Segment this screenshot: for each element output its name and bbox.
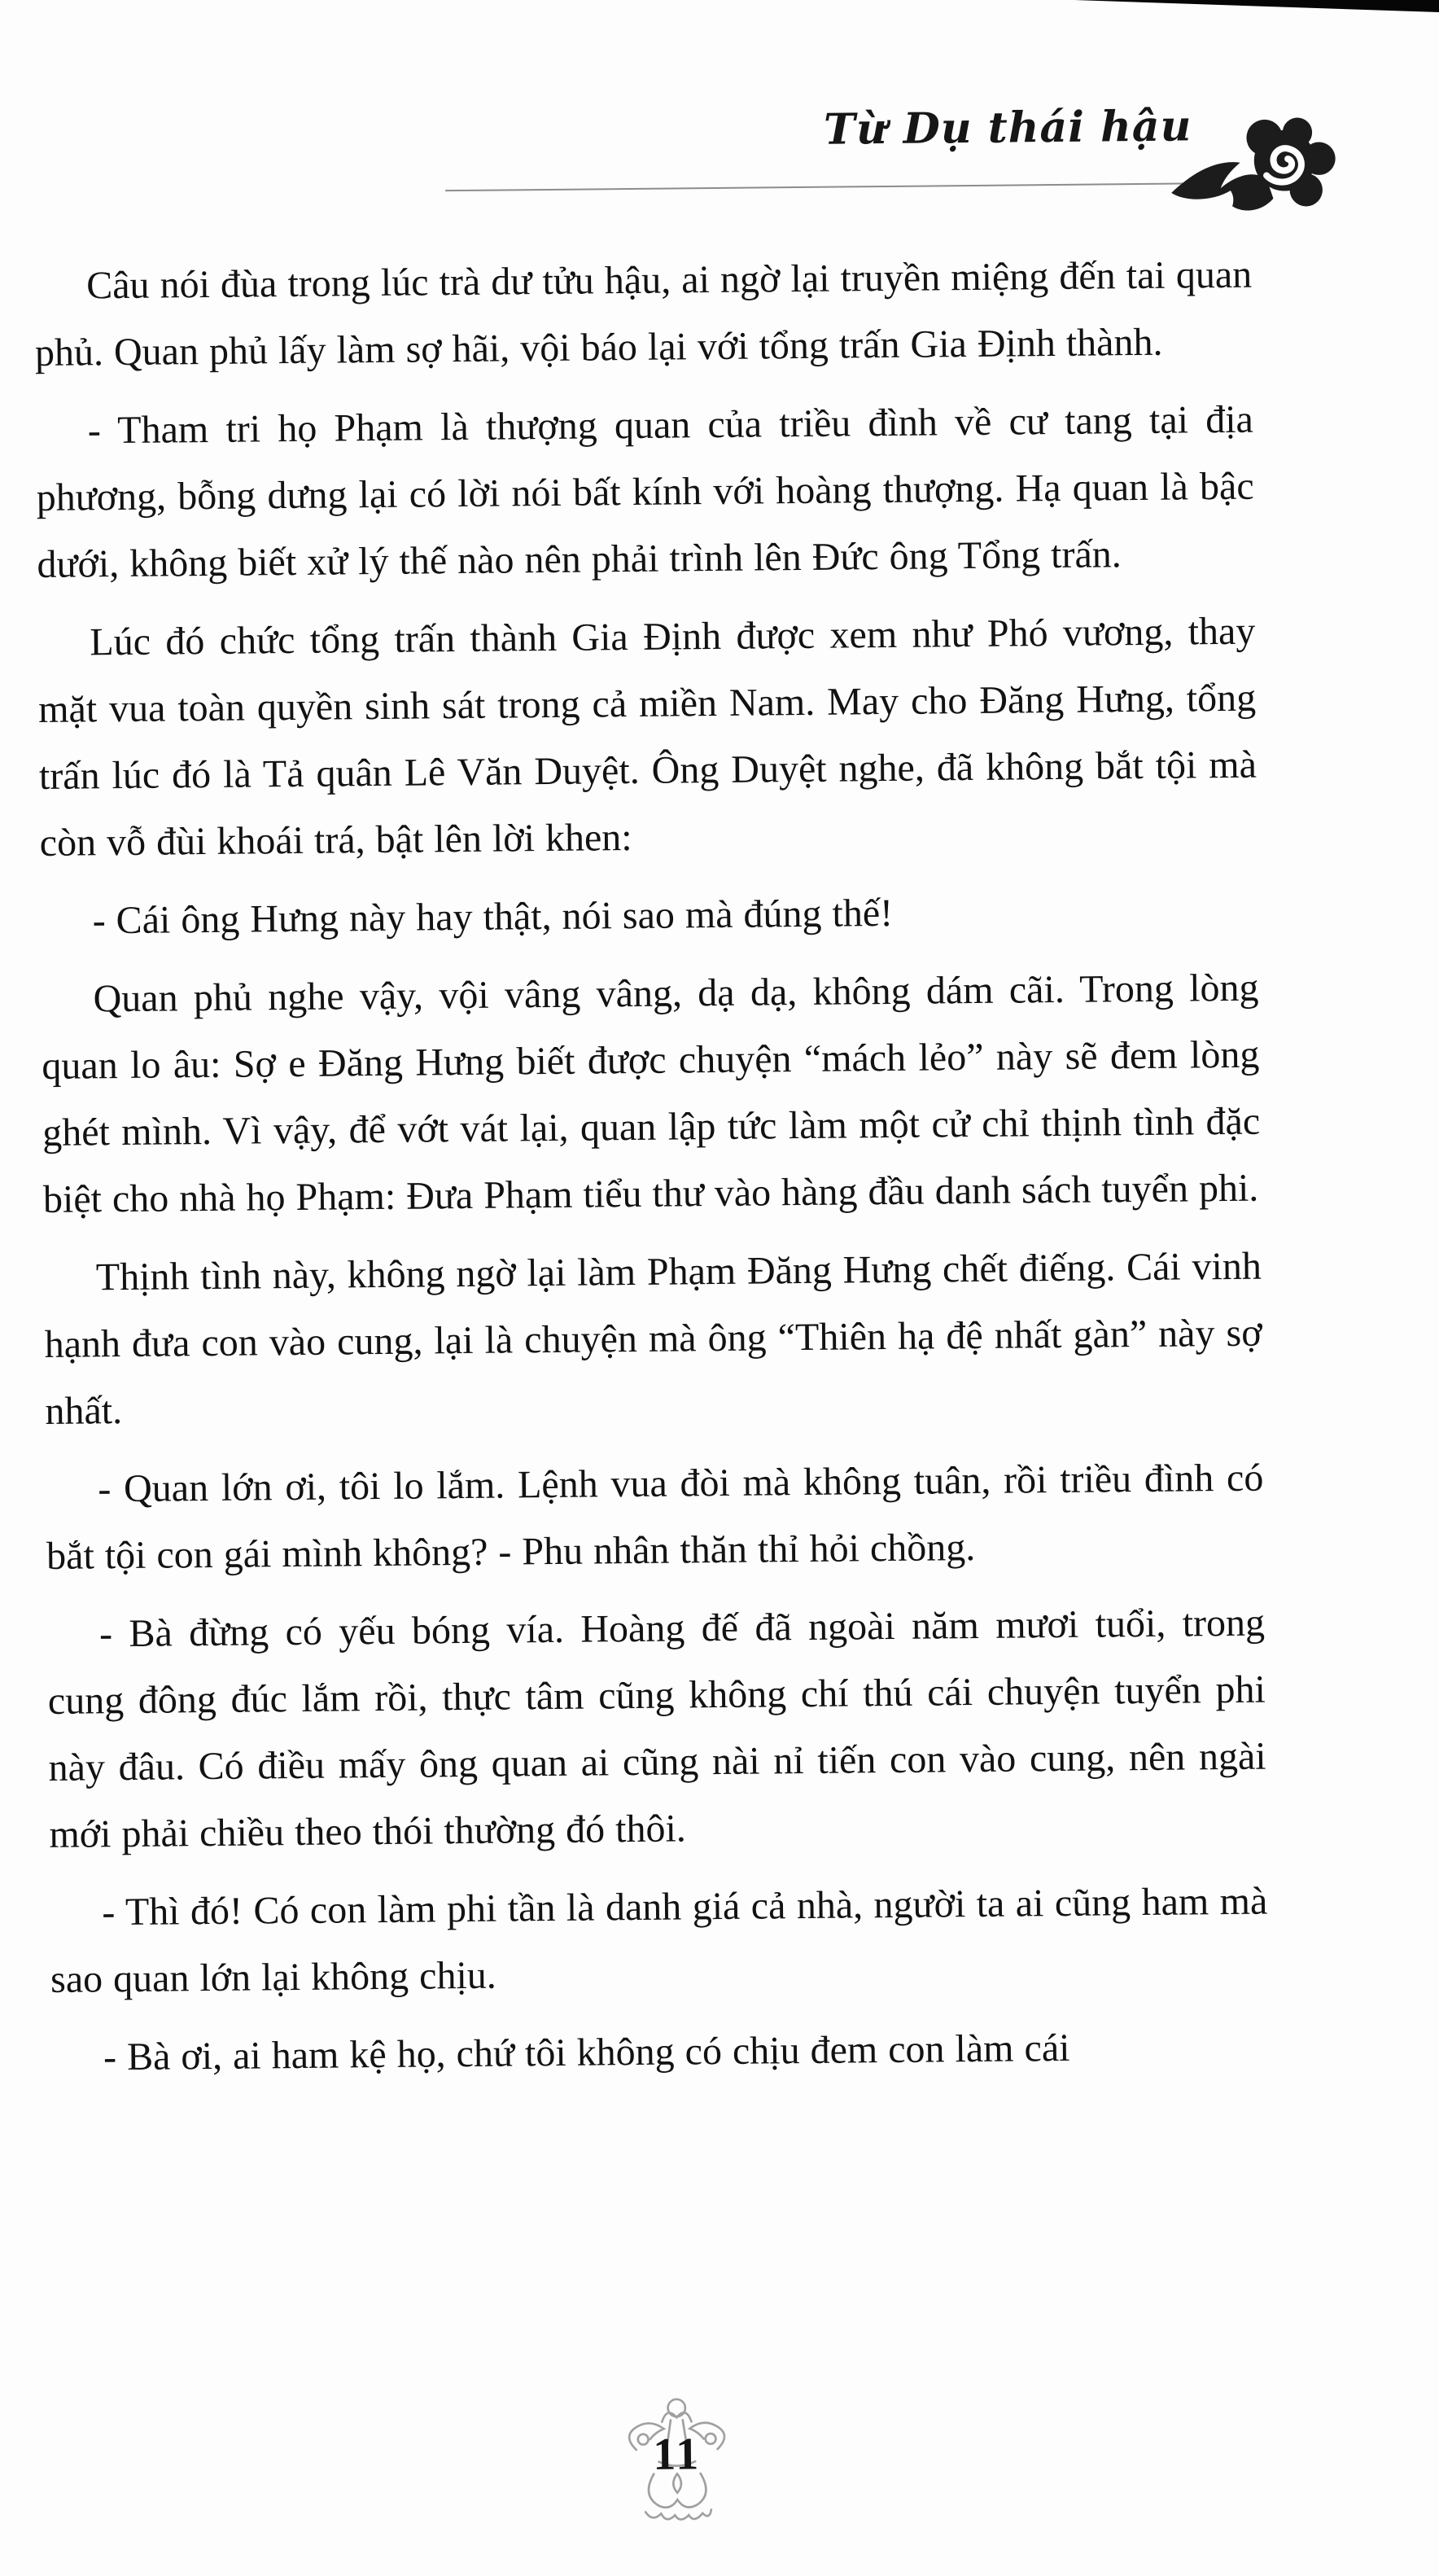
paragraph: Lúc đó chức tổng trấn thành Gia Định được xem như Phó vương, thay mặt vua toàn quyền sinh sát trong cả miền Nam. May cho Đăng Hưng, tổng trấn lúc đó là Tả quân Lê Văn Duyệt. Ông Duyệt nghe, đã không bắt tội mà còn vỗ đùi khoái trá, bật lên lời khen: <box>37 609 1257 865</box>
paragraph: - Thì đó! Có con làm phi tần là danh giá cả nhà, người ta ai cũng ham mà sao quan lớn lại không chịu. <box>50 1879 1268 2001</box>
running-title: Từ Dụ thái hậu <box>823 101 1192 155</box>
paragraph: - Bà ơi, ai ham kệ họ, chứ tôi không có chịu đem con làm cái <box>103 2026 1070 2079</box>
page-number: 11 <box>653 2429 702 2480</box>
paragraph: Thịnh tình này, không ngờ lại làm Phạm Đăng Hưng chết điếng. Cái vinh hạnh đưa con vào cung, lại là chuyện mà ông “Thiên hạ đệ nhất gàn” này sợ nhất. <box>44 1244 1262 1433</box>
paragraph: Câu nói đùa trong lúc trà dư tửu hậu, ai ngờ lại truyền miệng đến tai quan phủ. Quan phủ lấy làm sợ hãi, vội báo lại với tổng trấn Gia Định thành. <box>34 252 1253 375</box>
paragraph: - Quan lớn ơi, tôi lo lắm. Lệnh vua đòi mà không tuân, rồi triều đình có bắt tội con gái mình không? - Phu nhân thăn thỉ hỏi chồng. <box>46 1456 1264 1578</box>
page-footer <box>619 2394 735 2533</box>
paragraph: - Tham tri họ Phạm là thượng quan của triều đình về cư tang tại địa phương, bỗng dưng lại có lời nói bất kính với hoàng thượng. Hạ quan là bậc dưới, không biết xử lý thế nào nên phải trình lên Đức ông Tổng trấn. <box>36 397 1254 587</box>
paragraph: - Cái ông Hưng này hay thật, nói sao mà đúng thế! <box>92 891 894 943</box>
paragraph: Quan phủ nghe vậy, vội vâng vâng, dạ dạ, không dám cãi. Trong lòng quan lo âu: Sợ e Đăng Hưng biết được chuyện “mách lẻo” này sẽ đem lòng ghét mình. Vì vậy, để vớt vát lại, quan lập tức làm một cử chỉ thịnh tình đặc biệt cho nhà họ Phạm: Đưa Phạm tiểu thư vào hàng đầu danh sách tuyển phi. <box>42 966 1261 1221</box>
paragraph: - Bà đừng có yếu bóng vía. Hoàng đế đã ngoài năm mươi tuổi, trong cung đông đúc lắm rồi, thực tâm cũng không chí thú cái chuyện tuyển phi này đâu. Có điều mấy ông quan ai cũng nài nỉ tiến con vào cung, nên ngài mới phải chiều theo thói thường đó thôi. <box>47 1601 1266 1856</box>
